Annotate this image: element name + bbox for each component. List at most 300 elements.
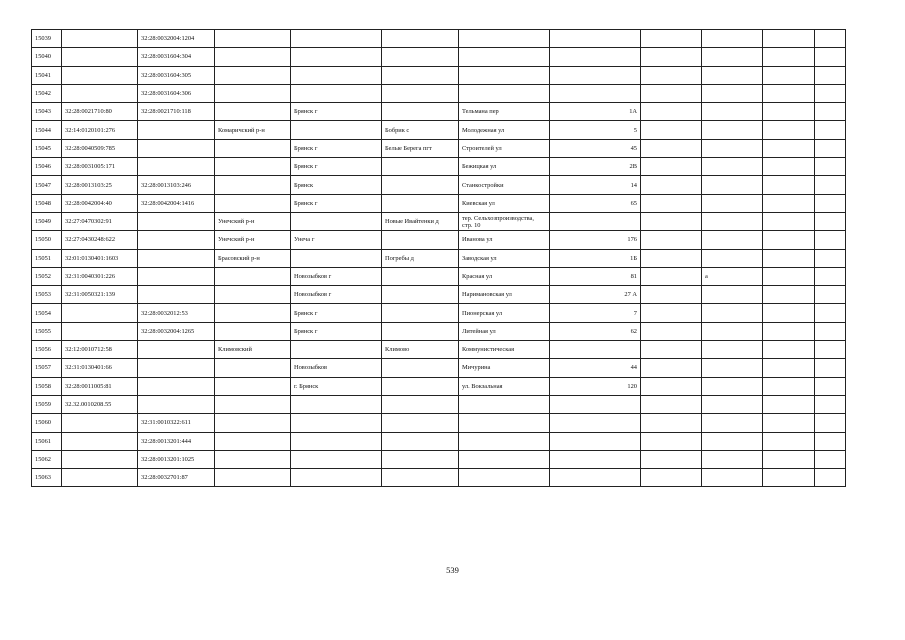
table-cell [291, 48, 382, 66]
table-cell [215, 103, 291, 121]
table-cell [62, 450, 138, 468]
table-cell: 32:28:0032004:1204 [138, 30, 215, 48]
table-cell: 45 [550, 139, 641, 157]
table-cell [702, 469, 763, 487]
table-row [32, 359, 846, 377]
table-cell: 15042 [32, 84, 62, 102]
table-cell: Новозыбков г [291, 267, 382, 285]
table-cell [702, 304, 763, 322]
table-cell [641, 176, 702, 194]
table-cell [215, 469, 291, 487]
table-cell [702, 66, 763, 84]
table-cell [815, 432, 846, 450]
table-cell [550, 414, 641, 432]
table-cell [702, 84, 763, 102]
table-cell [641, 377, 702, 395]
table-cell: 32:28:0032701:87 [138, 469, 215, 487]
table-cell: 1Б [550, 249, 641, 267]
table-cell [702, 322, 763, 340]
table-cell [382, 103, 459, 121]
table-cell: г. Брянск [291, 377, 382, 395]
table-cell [815, 231, 846, 249]
table-cell [291, 414, 382, 432]
table-cell: 32:31:0010322:611 [138, 414, 215, 432]
table-cell [815, 139, 846, 157]
table-cell [702, 194, 763, 212]
table-cell: ул. Вокзальная [459, 377, 550, 395]
table-cell: 15041 [32, 66, 62, 84]
table-cell [702, 359, 763, 377]
table-row [32, 139, 846, 157]
table-cell [641, 249, 702, 267]
table-cell: 32:28:0031604:306 [138, 84, 215, 102]
table-cell: 44 [550, 359, 641, 377]
table-cell [382, 322, 459, 340]
table-cell: 32:28:0031604:304 [138, 48, 215, 66]
table-cell [382, 377, 459, 395]
table-cell [641, 30, 702, 48]
table-cell [641, 48, 702, 66]
table-cell [62, 432, 138, 450]
table-cell: а [702, 267, 763, 285]
table-cell: Брасовский р-н [215, 249, 291, 267]
table-cell [215, 450, 291, 468]
table-cell: 14 [550, 176, 641, 194]
table-cell [291, 432, 382, 450]
table-row [32, 249, 846, 267]
table-cell [291, 66, 382, 84]
table-cell: 15053 [32, 286, 62, 304]
table-cell [763, 286, 815, 304]
table-cell: 32:28:0032004:1265 [138, 322, 215, 340]
table-cell: 32:28:0031005:171 [62, 158, 138, 176]
table-cell [62, 66, 138, 84]
table-cell: 15047 [32, 176, 62, 194]
table-cell [702, 48, 763, 66]
table-cell [215, 395, 291, 413]
table-cell: 32:27:0430248:622 [62, 231, 138, 249]
table-cell: Литейная ул [459, 322, 550, 340]
table-cell: Иванова ул [459, 231, 550, 249]
table-cell: 15052 [32, 267, 62, 285]
table-cell [763, 231, 815, 249]
table-cell: Белые Берега пгт [382, 139, 459, 157]
table-cell: 7 [550, 304, 641, 322]
table-row [32, 66, 846, 84]
table-cell [62, 48, 138, 66]
table-cell [702, 212, 763, 230]
table-cell [138, 231, 215, 249]
table-cell [641, 322, 702, 340]
table-cell: 1А [550, 103, 641, 121]
table-cell [763, 395, 815, 413]
table-cell [702, 286, 763, 304]
table-cell: Тельмана пер [459, 103, 550, 121]
table-cell [382, 158, 459, 176]
table-cell: 15060 [32, 414, 62, 432]
table-row [32, 30, 846, 48]
table-cell: Брянск [291, 176, 382, 194]
table-cell [702, 158, 763, 176]
table-cell: 176 [550, 231, 641, 249]
table-cell [815, 341, 846, 359]
table-cell: Станкостройки [459, 176, 550, 194]
table-cell [138, 139, 215, 157]
table-cell: 15039 [32, 30, 62, 48]
table-cell [291, 450, 382, 468]
table-cell [815, 414, 846, 432]
table-cell: 32:28:0032012:53 [138, 304, 215, 322]
table-cell [550, 30, 641, 48]
table-cell: 32:28:0011005:81 [62, 377, 138, 395]
table-cell: 32:14:0120101:276 [62, 121, 138, 139]
table-cell: Погребы д [382, 249, 459, 267]
table-cell [138, 121, 215, 139]
table-cell [459, 48, 550, 66]
table-cell: Пионерская ул [459, 304, 550, 322]
table-cell [382, 414, 459, 432]
table-cell [763, 158, 815, 176]
table-row [32, 322, 846, 340]
table-cell [138, 341, 215, 359]
table-row [32, 158, 846, 176]
table-cell: тер. Сельхозпроизводства, стр. 10 [459, 212, 550, 230]
table-cell [291, 84, 382, 102]
table-row [32, 267, 846, 285]
table-row [32, 304, 846, 322]
table-cell: 32:31:0130401:66 [62, 359, 138, 377]
table-cell [550, 341, 641, 359]
table-cell [291, 212, 382, 230]
table-cell: Новые Ивайтенки д [382, 212, 459, 230]
table-cell: 15057 [32, 359, 62, 377]
table-cell: Новозыбков г [291, 286, 382, 304]
table-cell [702, 395, 763, 413]
table-cell [763, 212, 815, 230]
table-cell [641, 267, 702, 285]
table-cell: 15040 [32, 48, 62, 66]
table-cell: 65 [550, 194, 641, 212]
table-cell: Брянск г [291, 322, 382, 340]
table-cell: 15054 [32, 304, 62, 322]
page-number: 539 [446, 565, 459, 575]
table-cell: Строителей ул [459, 139, 550, 157]
table-cell [215, 158, 291, 176]
table-cell [815, 194, 846, 212]
table-cell [550, 48, 641, 66]
table-cell [641, 103, 702, 121]
table-cell: 32:01:0130401:1603 [62, 249, 138, 267]
table-row [32, 395, 846, 413]
table-cell: Брянск г [291, 304, 382, 322]
table-cell [62, 30, 138, 48]
table-cell [815, 322, 846, 340]
table-cell: 32.32.0010208.55 [62, 395, 138, 413]
table-cell [382, 286, 459, 304]
table-cell: 62 [550, 322, 641, 340]
table-cell [138, 286, 215, 304]
table-row [32, 103, 846, 121]
table-cell [641, 395, 702, 413]
table-cell [641, 304, 702, 322]
table-cell [382, 231, 459, 249]
table-cell [815, 286, 846, 304]
table-cell [459, 395, 550, 413]
table-cell [815, 212, 846, 230]
table-cell: Новозыбков [291, 359, 382, 377]
table-cell: 32:28:0042004:40 [62, 194, 138, 212]
table-cell: Климово [382, 341, 459, 359]
table-cell: 32:28:0013201:1025 [138, 450, 215, 468]
table-cell [763, 84, 815, 102]
table-cell [641, 450, 702, 468]
table-cell [215, 30, 291, 48]
table-cell [215, 194, 291, 212]
table-cell: 32:28:0042004:1416 [138, 194, 215, 212]
table-row [32, 176, 846, 194]
table-cell [815, 359, 846, 377]
table-cell: Климовский [215, 341, 291, 359]
table-cell [215, 66, 291, 84]
table-cell [702, 450, 763, 468]
table-cell [215, 48, 291, 66]
table-cell: Киевская ул [459, 194, 550, 212]
table-cell [291, 341, 382, 359]
table-cell [763, 267, 815, 285]
table-cell [215, 304, 291, 322]
table-cell: Красная ул [459, 267, 550, 285]
table-cell: 15063 [32, 469, 62, 487]
table-cell [763, 30, 815, 48]
table-cell [62, 304, 138, 322]
table-cell: 15043 [32, 103, 62, 121]
table-cell [215, 377, 291, 395]
table-cell: 120 [550, 377, 641, 395]
table-cell [382, 194, 459, 212]
table-cell [382, 304, 459, 322]
table-cell [215, 139, 291, 157]
table-cell [815, 377, 846, 395]
table-cell: 15045 [32, 139, 62, 157]
table-cell [291, 121, 382, 139]
table-cell [550, 469, 641, 487]
table-cell: 15055 [32, 322, 62, 340]
table-cell [138, 267, 215, 285]
table-cell: Брянск г [291, 194, 382, 212]
table-cell: 15056 [32, 341, 62, 359]
table-cell: Заводская ул [459, 249, 550, 267]
table-cell [641, 231, 702, 249]
table-cell: Бежицкая ул [459, 158, 550, 176]
table-cell: 15058 [32, 377, 62, 395]
table-cell [815, 121, 846, 139]
table-cell [815, 30, 846, 48]
table-cell [815, 469, 846, 487]
table-cell [641, 469, 702, 487]
table-cell [702, 341, 763, 359]
table-cell: 15062 [32, 450, 62, 468]
table-cell [815, 176, 846, 194]
table-cell: 32:27:0470302:91 [62, 212, 138, 230]
table-cell: 32:12:0010712:58 [62, 341, 138, 359]
table-cell: 32:28:0013103:25 [62, 176, 138, 194]
table-cell [62, 469, 138, 487]
table-cell [138, 158, 215, 176]
table-cell: Комаричский р-н [215, 121, 291, 139]
table-cell [459, 469, 550, 487]
table-cell [138, 395, 215, 413]
table-cell [291, 395, 382, 413]
table-cell [459, 414, 550, 432]
table-cell [550, 66, 641, 84]
table-cell: 15046 [32, 158, 62, 176]
table-cell [763, 103, 815, 121]
table-cell: Унечский р-н [215, 212, 291, 230]
table-cell [702, 176, 763, 194]
table-cell [215, 432, 291, 450]
table-cell [702, 432, 763, 450]
table-cell [459, 84, 550, 102]
table-cell: 32:28:0021710:118 [138, 103, 215, 121]
table-cell [382, 450, 459, 468]
table-cell [815, 103, 846, 121]
table-cell [763, 322, 815, 340]
table-cell [763, 304, 815, 322]
table-cell [382, 395, 459, 413]
table-cell [641, 194, 702, 212]
table-cell: 32:31:0050321:139 [62, 286, 138, 304]
table-cell: Брянск г [291, 158, 382, 176]
table-cell [763, 432, 815, 450]
table-cell [138, 212, 215, 230]
table-cell [382, 66, 459, 84]
table-cell [138, 249, 215, 267]
table-cell [763, 176, 815, 194]
table-cell [550, 432, 641, 450]
table-cell [702, 139, 763, 157]
table-cell: Брянск г [291, 139, 382, 157]
table-cell [215, 176, 291, 194]
table-cell [763, 194, 815, 212]
table-cell [62, 322, 138, 340]
table-cell: Брянск г [291, 103, 382, 121]
table-row [32, 121, 846, 139]
table-cell [763, 414, 815, 432]
table-cell [641, 121, 702, 139]
table-cell [215, 322, 291, 340]
table-cell [138, 377, 215, 395]
table-cell [215, 84, 291, 102]
table-cell [215, 286, 291, 304]
table-cell [815, 249, 846, 267]
table-cell [382, 176, 459, 194]
table-cell: Мичурина [459, 359, 550, 377]
table-cell [641, 158, 702, 176]
table-cell: 15048 [32, 194, 62, 212]
table-cell [763, 377, 815, 395]
table-cell [459, 432, 550, 450]
table-cell: 2В [550, 158, 641, 176]
table-cell [763, 121, 815, 139]
table-cell: Унечский р-н [215, 231, 291, 249]
table-cell [763, 139, 815, 157]
table-cell [550, 395, 641, 413]
table-cell: 15059 [32, 395, 62, 413]
table-cell [382, 267, 459, 285]
table-cell [291, 30, 382, 48]
table-cell [763, 469, 815, 487]
table-cell [702, 121, 763, 139]
table-cell [138, 359, 215, 377]
table-row [32, 84, 846, 102]
table-row [32, 432, 846, 450]
table-row [32, 48, 846, 66]
table-row [32, 212, 846, 230]
table-cell [763, 66, 815, 84]
table-cell: 15049 [32, 212, 62, 230]
table-cell [550, 212, 641, 230]
table-row [32, 414, 846, 432]
table-cell [382, 359, 459, 377]
table-cell [815, 450, 846, 468]
table-cell [641, 432, 702, 450]
table-cell [215, 359, 291, 377]
table-cell: 27 А [550, 286, 641, 304]
table-cell [291, 249, 382, 267]
table-row [32, 469, 846, 487]
table-cell [641, 84, 702, 102]
table-cell [550, 84, 641, 102]
table-cell [702, 414, 763, 432]
table-row [32, 450, 846, 468]
table-cell [815, 395, 846, 413]
table-cell [763, 341, 815, 359]
table-cell [62, 84, 138, 102]
table-cell [815, 267, 846, 285]
table-cell [459, 450, 550, 468]
table-cell [215, 267, 291, 285]
table-cell: 32:28:0013103:246 [138, 176, 215, 194]
table-cell [763, 359, 815, 377]
table-cell [641, 359, 702, 377]
table-body [32, 30, 846, 487]
table-cell [382, 469, 459, 487]
table-cell [459, 30, 550, 48]
table-cell [763, 249, 815, 267]
table-cell [459, 66, 550, 84]
table-cell: 32:28:0021710:80 [62, 103, 138, 121]
table-cell [641, 66, 702, 84]
table-cell: 15061 [32, 432, 62, 450]
table-cell: 15044 [32, 121, 62, 139]
table-cell: 32:28:0031604:305 [138, 66, 215, 84]
table-cell [641, 414, 702, 432]
table-cell: Молодежная ул [459, 121, 550, 139]
table-row [32, 286, 846, 304]
table-cell: 15050 [32, 231, 62, 249]
table-cell [763, 48, 815, 66]
table-cell: Унеча г [291, 231, 382, 249]
table-cell: 5 [550, 121, 641, 139]
table-cell: Коммунистическая [459, 341, 550, 359]
table-cell [62, 414, 138, 432]
table-cell [215, 414, 291, 432]
table-cell [702, 30, 763, 48]
table-cell [815, 304, 846, 322]
table-cell [382, 48, 459, 66]
table-row [32, 377, 846, 395]
table-cell [641, 341, 702, 359]
